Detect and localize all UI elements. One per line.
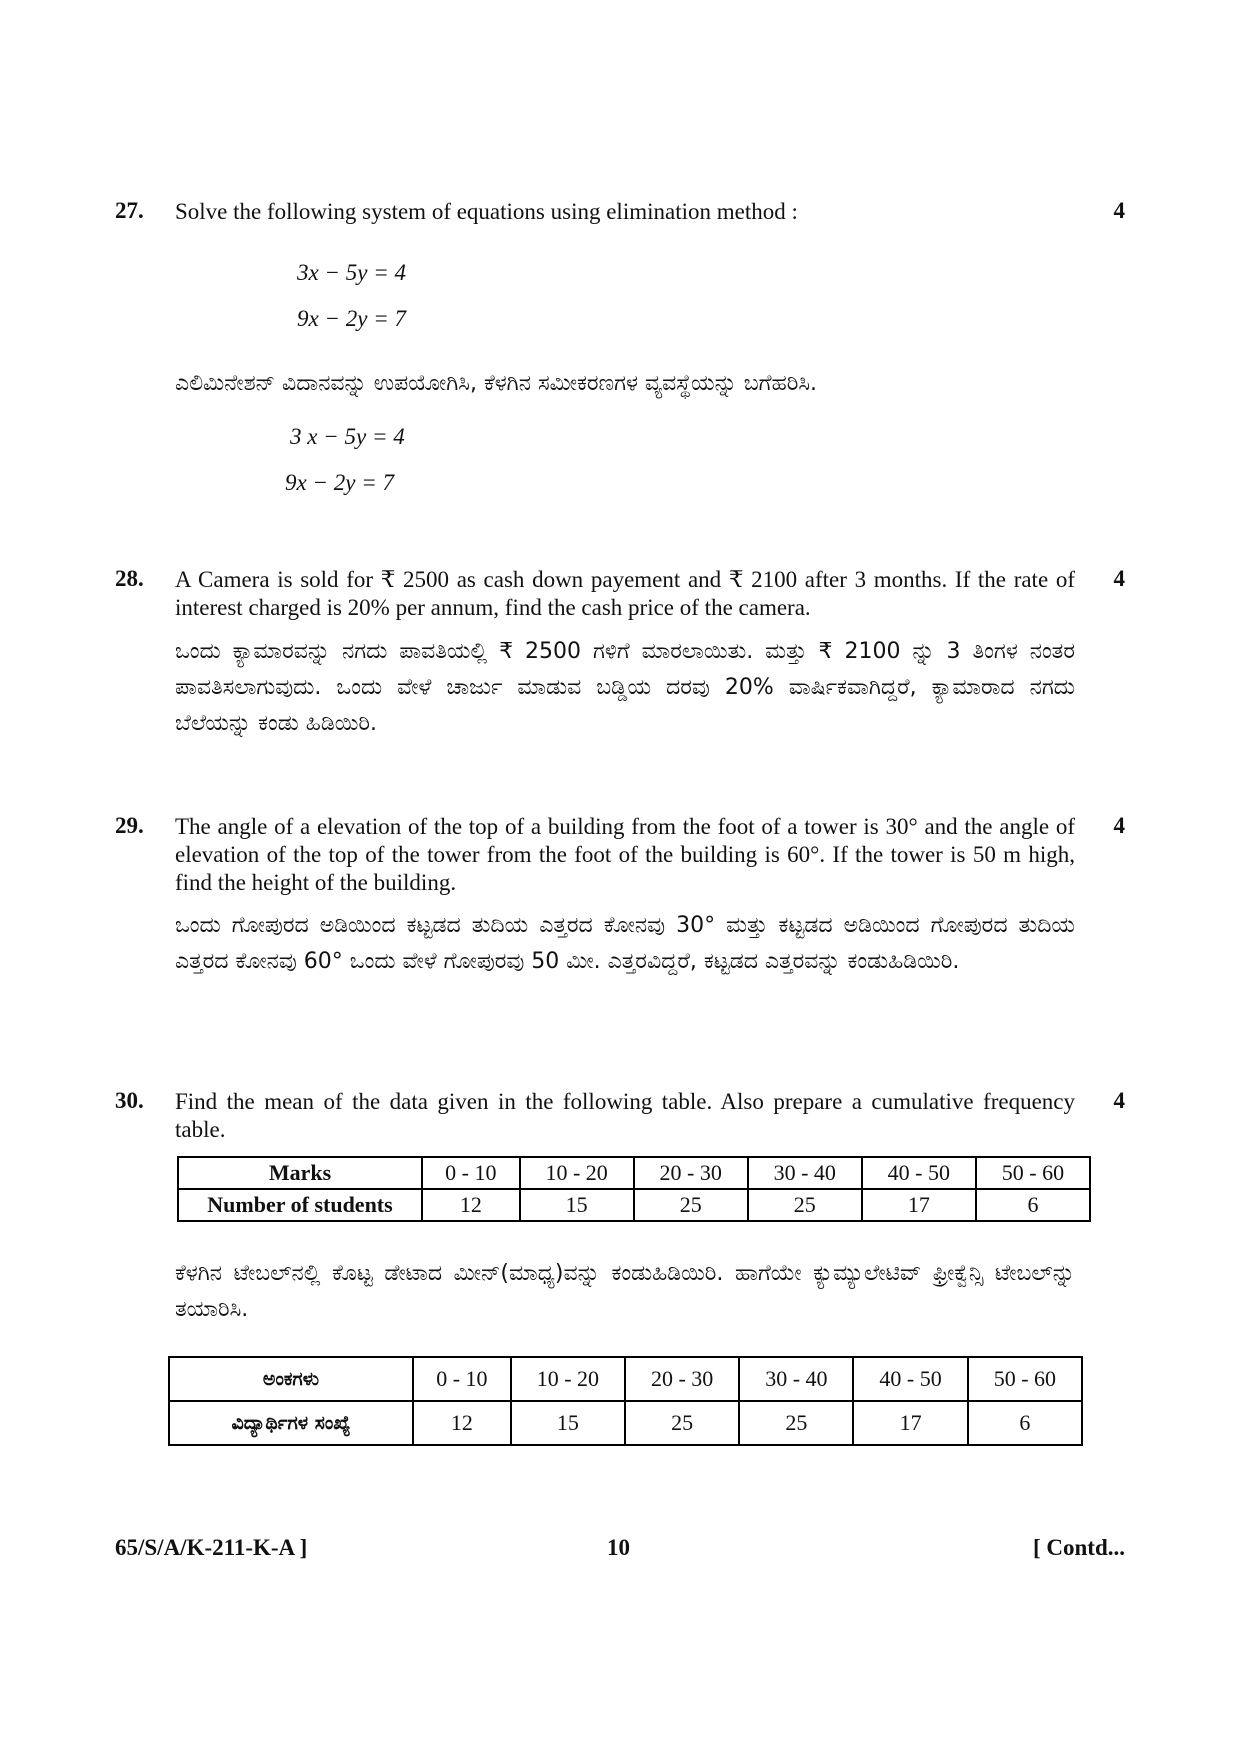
question-marks: 4: [1113, 198, 1125, 223]
question-28: [115, 566, 1125, 766]
table-cell: 20 - 30: [625, 1357, 739, 1401]
row-header: ಅಂಕಗಳು: [169, 1357, 413, 1401]
table-cell: 6: [968, 1401, 1082, 1445]
question-marks: 4: [1113, 813, 1125, 838]
row-header: Marks: [178, 1157, 422, 1189]
question-text-english: Solve the following system of equations using elimination method :: [175, 199, 798, 224]
table-cell: 50 - 60: [968, 1357, 1082, 1401]
question-30: [115, 1088, 1125, 1468]
question-number: 27.: [115, 198, 144, 223]
table-cell: 25: [625, 1401, 739, 1445]
paper-code: 65/S/A/K-211-K-A ]: [115, 1535, 308, 1560]
question-text-english: Find the mean of the data given in the following table. Also prepare a cumulative frequency table.: [175, 1089, 1075, 1142]
table-cell: 15: [520, 1189, 634, 1221]
question-text-english: The angle of a elevation of the top of a building from the foot of a tower is 30° and the angle of elevation of the top of the tower from the foot of the building is 60°. If the tower is 50 m high, find the height of the building.: [175, 814, 1075, 895]
table-cell: 50 - 60: [976, 1157, 1090, 1189]
question-text-kannada: ಒಂದು ಕ್ಯಾಮಾರವನ್ನು ನಗದು ಪಾವತಿಯಲ್ಲಿ ₹ 2500 ಗಳಿಗೆ ಮಾರಲಾಯಿತು. ಮತ್ತು ₹ 2100 ನ್ನು 3 ತಿಂಗಳ ನಂತರ ಪಾವತಿಸಲಾಗುವುದು. ಒಂದು ವೇಳೆ ಚಾರ್ಜು ಮಾಡುವ ಬಡ್ಡಿಯ ದರವು 20% ವಾರ್ಷಿಕವಾಗಿದ್ದರೆ, ಕ್ಯಾಮಾರಾದ ನಗದು ಬೆಲೆಯನ್ನು ಕಂಡು ಹಿಡಿಯಿರಿ.: [175, 639, 1075, 736]
table-cell: 6: [976, 1189, 1090, 1221]
table-cell: 12: [413, 1401, 511, 1445]
table-row-students: [178, 1189, 1090, 1221]
question-29: [115, 813, 1125, 1043]
table-cell: 10 - 20: [511, 1357, 625, 1401]
question-text-kannada: ಕೆಳಗಿನ ಟೇಬಲ್‌ನಲ್ಲಿ ಕೊಟ್ಟ ಡೇಟಾದ ಮೀನ್(ಮಾಧ್ಯ)ವನ್ನು ಕಂಡುಹಿಡಿಯಿರಿ. ಹಾಗೆಯೇ ಕ್ಯುಮ್ಯುಲೇಟಿವ್ ಫ್ರೀಕ್ವೆನ್ಸಿ ಟೇಬಲ್‌ನ್ನು ತಯಾರಿಸಿ.: [175, 1261, 1075, 1322]
table-cell: 30 - 40: [739, 1357, 853, 1401]
table-cell: 30 - 40: [748, 1157, 862, 1189]
row-header: Number of students: [178, 1189, 422, 1221]
page-number: 10: [607, 1535, 630, 1560]
table-row-marks: [178, 1157, 1090, 1189]
table-cell: 12: [422, 1189, 520, 1221]
question-marks: 4: [1113, 566, 1125, 591]
question-27: [115, 198, 1125, 508]
table-row-marks: [169, 1357, 1082, 1401]
row-header: ವಿದ್ಯಾರ್ಥಿಗಳ ಸಂಖ್ಯೆ: [169, 1401, 413, 1445]
question-number: 30.: [115, 1088, 144, 1113]
table-cell: 17: [862, 1189, 976, 1221]
frequency-table-english: [177, 1156, 1091, 1222]
table-cell: 25: [739, 1401, 853, 1445]
equation-1: 3x − 5y = 4: [297, 260, 406, 285]
question-marks: 4: [1113, 1088, 1125, 1113]
table-cell: 10 - 20: [520, 1157, 634, 1189]
question-text-english: A Camera is sold for ₹ 2500 as cash down payement and ₹ 2100 after 3 months. If the rate of interest charged is 20% per annum, find the cash price of the camera.: [175, 567, 1075, 620]
table-cell: 25: [748, 1189, 862, 1221]
frequency-table-kannada: [168, 1356, 1083, 1446]
equation-2: 9x − 2y = 7: [297, 306, 406, 331]
table-row-students: [169, 1401, 1082, 1445]
question-number: 28.: [115, 566, 144, 591]
question-text-kannada: ಒಂದು ಗೋಪುರದ ಅಡಿಯಿಂದ ಕಟ್ಟಡದ ತುದಿಯ ಎತ್ತರದ ಕೋನವು 30° ಮತ್ತು ಕಟ್ಟಡದ ಅಡಿಯಿಂದ ಗೋಪುರದ ತುದಿಯ ಎತ್ತರದ ಕೋನವು 60° ಒಂದು ವೇಳೆ ಗೋಪುರವು 50 ಮೀ. ಎತ್ತರವಿದ್ದರೆ, ಕಟ್ಟಡದ ಎತ್ತರವನ್ನು ಕಂಡುಹಿಡಿಯಿರಿ.: [175, 913, 1075, 974]
table-cell: 15: [511, 1401, 625, 1445]
continued-label: [ Contd...: [1032, 1535, 1125, 1560]
question-number: 29.: [115, 813, 144, 838]
question-text-kannada: ಎಲಿಮಿನೇಶನ್ ವಿದಾನವನ್ನು ಉಪಯೋಗಿಸಿ, ಕೆಳಗಿನ ಸಮೀಕರಣಗಳ ವ್ಯವಸ್ಥೆಯನ್ನು ಬಗೆಹರಿಸಿ.: [175, 371, 818, 396]
table-cell: 25: [634, 1189, 748, 1221]
table-cell: 40 - 50: [862, 1157, 976, 1189]
table-cell: 0 - 10: [413, 1357, 511, 1401]
table-cell: 40 - 50: [853, 1357, 967, 1401]
kannada-equation-1: 3 x − 5y = 4: [290, 424, 405, 449]
table-cell: 0 - 10: [422, 1157, 520, 1189]
table-cell: 17: [853, 1401, 967, 1445]
table-cell: 20 - 30: [634, 1157, 748, 1189]
kannada-equation-2: 9x − 2y = 7: [285, 470, 394, 495]
